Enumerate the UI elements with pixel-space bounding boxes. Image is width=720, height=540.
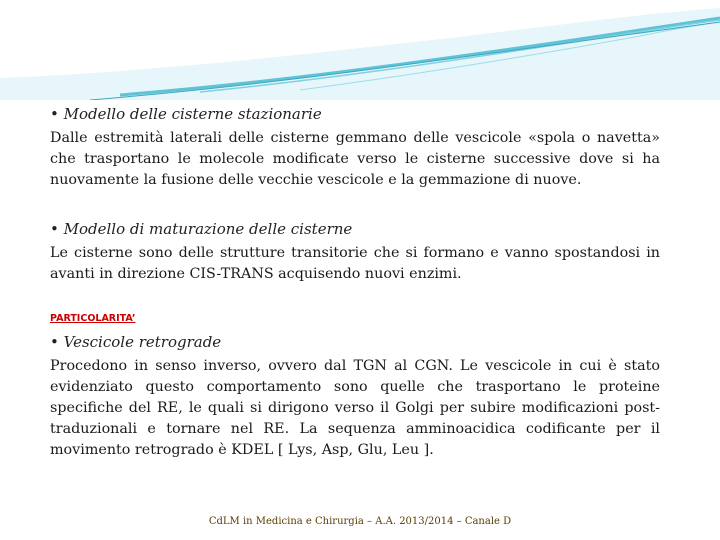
section-cisternal-maturation: [50, 219, 660, 285]
section-heading: • Modello delle cisterne stazionarie: [50, 105, 322, 123]
header-wave-decoration: [0, 0, 720, 100]
slide-content: [50, 104, 660, 461]
section-text: Procedono in senso inverso, ovvero dal TGN al CGN. Le vescicole in cui è stato evidenziato questo comportamento sono quelle che trasportano le proteine specifiche del RE, le quali si dirigono verso il Golgi per subire modificazioni post-traduzionali e tornare nel RE. La sequenza amminoacidica codificante per il movimento retrogrado è KDEL [ Lys, Asp, Glu, Leu ].: [50, 358, 660, 458]
section-text: Dalle estremità laterali delle cisterne gemmano delle vescicole «spola o navetta» che trasportano le molecole modificate verso le cisterne successive dove si ha nuovamente la fusione delle vecchie vescicole e la gemmazione di nuove.: [50, 130, 660, 188]
slide-footer: CdLM in Medicina e Chirurgia – A.A. 2013/2014 – Canale D: [208, 516, 512, 527]
particularity-label: PARTICOLARITA’: [50, 313, 136, 324]
section-retrograde-vesicles: [50, 313, 660, 461]
section-heading: • Vescicole retrograde: [50, 333, 222, 351]
section-stationary-cisternae: [50, 104, 660, 191]
section-text: Le cisterne sono delle strutture transitorie che si formano e vanno spostandosi in avanti in direzione CIS-TRANS acquisendo nuovi enzimi.: [50, 245, 660, 282]
section-heading: • Modello di maturazione delle cisterne: [50, 220, 353, 238]
